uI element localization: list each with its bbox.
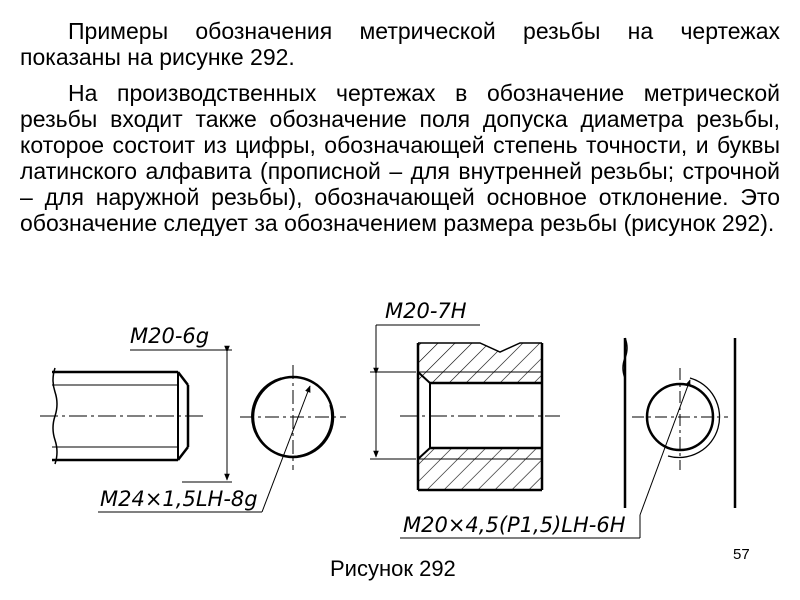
label-m20-6g: M20-6g	[130, 324, 210, 348]
thread-drawings-figure	[0, 280, 800, 550]
internal-thread-section	[370, 325, 560, 490]
page-number: 57	[733, 546, 750, 563]
label-m20-lh: M20×4,5(P1,5)LH-6H	[403, 513, 626, 537]
external-thread-rod	[40, 350, 232, 482]
label-m24-lh: M24×1,5LH-8g	[100, 487, 258, 511]
intro-paragraph: Примеры обозначения метрической резьбы на чертежах показаны на рисунке 292.	[20, 18, 780, 70]
figure-caption: Рисунок 292	[330, 556, 456, 581]
tolerance-paragraph: На производственных чертежах в обозначение метрической резьбы входит также обозначение поля допуска диаметра резьбы, которое состоит из цифры, обозначающей степень точности, и буквы латинского алфавита (прописной – для внутренней резьбы; строчной – для наружной резьбы), обозначающей основное отклонение. Это обозначение следует за обозначением размера резьбы (рисунок 292).	[20, 80, 780, 236]
label-m20-7h: M20-7H	[385, 299, 467, 323]
